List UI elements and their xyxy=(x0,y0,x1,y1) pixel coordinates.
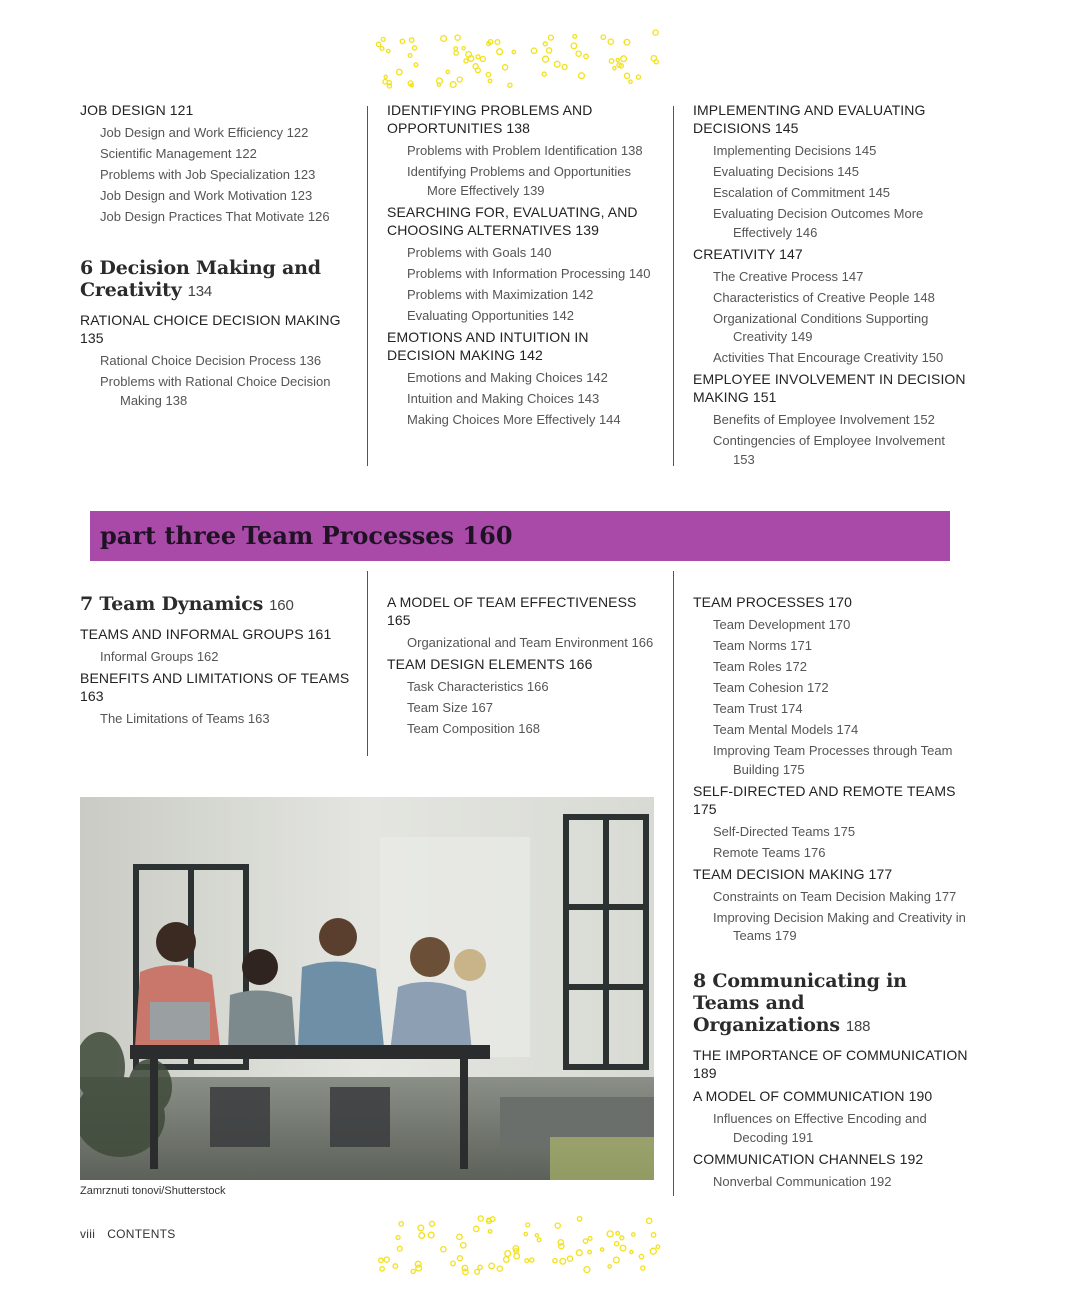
toc-section-entry[interactable]: COMMUNICATION CHANNELS 192 xyxy=(693,1150,924,1167)
toc-subsection-entry[interactable]: Team Trust 174 xyxy=(713,701,803,716)
dot xyxy=(614,1257,620,1263)
dot xyxy=(559,1244,564,1249)
toc-subsection-entry[interactable]: Organizational and Team Environment 166 xyxy=(407,635,654,650)
part-label: part three xyxy=(100,521,237,550)
toc-subsection-entry[interactable]: Intuition and Making Choices 143 xyxy=(407,390,600,406)
dot xyxy=(457,1256,462,1261)
toc-subsection-entry[interactable]: Job Design Practices That Motivate 126 xyxy=(100,209,330,224)
toc-subsection-entry[interactable]: Making Choices More Effectively 144 xyxy=(407,411,621,427)
toc-section-entry[interactable]: A MODEL OF TEAM EFFECTIVENESS 165 xyxy=(387,594,637,628)
toc-section-entry[interactable]: TEAM PROCESSES 170 xyxy=(693,594,852,610)
dot xyxy=(473,64,478,69)
dot xyxy=(397,69,403,75)
toc-section-entry[interactable]: SELF-DIRECTED AND REMOTE TEAMS 175 xyxy=(693,782,956,817)
dot xyxy=(573,35,577,39)
toc-column-2-top xyxy=(387,101,657,432)
dot xyxy=(583,1239,587,1243)
dot xyxy=(653,30,658,35)
dot xyxy=(576,1250,582,1256)
dot xyxy=(535,1234,538,1237)
dot xyxy=(400,39,404,43)
toc-section-entry[interactable]: RATIONAL CHOICE DECISION MAKING 135 xyxy=(80,312,341,346)
dot xyxy=(441,36,447,42)
toc-subsection-entry[interactable]: Team Cohesion 172 xyxy=(713,680,829,695)
dot xyxy=(543,42,547,46)
dot xyxy=(584,1267,590,1273)
toc-section-entry[interactable]: TEAM DECISION MAKING 177 xyxy=(693,865,893,882)
toc-section-entry[interactable]: A MODEL OF COMMUNICATION 190 xyxy=(693,1088,933,1104)
dot xyxy=(512,50,515,53)
toc-subsection-entry[interactable]: Contingencies of Employee Involvement 153 xyxy=(713,433,945,467)
toc-subsection-entry[interactable]: Team Norms 171 xyxy=(713,638,812,653)
toc-subsection-entry[interactable]: Remote Teams 176 xyxy=(713,844,826,860)
toc-subsection-entry[interactable]: Constraints on Team Decision Making 177 xyxy=(713,888,957,904)
chapter-6-heading[interactable]: 6 Decision Making and Creativity 134 xyxy=(80,257,321,301)
dot xyxy=(428,1232,434,1238)
dot xyxy=(418,1225,424,1231)
dot xyxy=(576,51,581,56)
dot xyxy=(488,79,492,83)
dot xyxy=(399,1222,403,1226)
dot xyxy=(441,1247,446,1252)
dot xyxy=(480,57,485,62)
dot xyxy=(486,72,490,76)
toc-subsection-entry[interactable]: Informal Groups 162 xyxy=(100,649,219,664)
dot xyxy=(562,65,567,70)
dot-pattern-bottom xyxy=(374,1214,666,1276)
dot xyxy=(397,1246,402,1251)
dot xyxy=(412,46,416,50)
dot xyxy=(579,73,585,79)
dot xyxy=(476,55,480,59)
dot xyxy=(497,1266,502,1271)
dot xyxy=(577,1217,581,1221)
part-three-banner xyxy=(90,511,950,561)
dot xyxy=(384,1257,389,1262)
dot xyxy=(647,1218,652,1223)
toc-subsection-entry[interactable]: Scientific Management 122 xyxy=(100,146,257,161)
dot xyxy=(555,1223,560,1228)
dot xyxy=(632,1233,635,1236)
dot xyxy=(457,1234,462,1239)
toc-section-entry[interactable]: EMPLOYEE INVOLVEMENT IN DECISION MAKING 151 xyxy=(693,371,966,405)
dot xyxy=(505,1251,511,1257)
toc-section-entry[interactable]: EMOTIONS AND INTUITION IN DECISION MAKING 142 xyxy=(387,328,589,363)
dot xyxy=(616,1232,620,1236)
toc-column-1-top xyxy=(80,101,350,413)
dot xyxy=(656,1245,660,1249)
toc-subsection-entry[interactable]: Evaluating Opportunities 142 xyxy=(407,307,574,323)
toc-subsection-entry[interactable]: Evaluating Decision Outcomes More Effectively 146 xyxy=(713,206,924,240)
dot xyxy=(474,1226,479,1231)
photo-credit: Zamrznuti tonovi/Shutterstock xyxy=(80,1185,226,1197)
dot xyxy=(531,48,536,53)
toc-section-entry[interactable]: IMPLEMENTING AND EVALUATING DECISIONS 145 xyxy=(693,102,926,136)
toc-subsection-entry[interactable]: The Limitations of Teams 163 xyxy=(100,711,270,726)
page-footer xyxy=(80,1227,176,1241)
dot xyxy=(495,40,500,45)
toc-subsection-entry[interactable]: The Creative Process 147 xyxy=(713,268,864,284)
toc-subsection-entry[interactable]: Activities That Encourage Creativity 150 xyxy=(713,350,944,365)
dot xyxy=(508,83,512,87)
dot xyxy=(414,63,418,67)
dot xyxy=(554,61,560,67)
dot xyxy=(525,1259,529,1263)
part-title[interactable]: Team Processes 160 xyxy=(242,521,513,550)
toc-section-entry[interactable]: THE IMPORTANCE OF COMMUNICATION 189 xyxy=(693,1047,968,1081)
dot xyxy=(381,37,385,41)
column-divider xyxy=(673,571,674,1196)
toc-subsection-entry[interactable]: Emotions and Making Choices 142 xyxy=(407,369,608,385)
dot xyxy=(630,1250,633,1253)
dot xyxy=(416,1265,422,1271)
column-divider xyxy=(367,106,368,466)
toc-subsection-entry[interactable]: Influences on Effective Encoding and Decoding 191 xyxy=(713,1111,927,1145)
dot xyxy=(489,1263,495,1269)
dot xyxy=(497,49,503,55)
toc-section-entry[interactable]: CREATIVITY 147 xyxy=(693,245,803,262)
toc-subsection-entry[interactable]: Self-Directed Teams 175 xyxy=(713,823,856,839)
dot xyxy=(609,59,613,63)
dot xyxy=(636,75,640,79)
toc-subsection-entry[interactable]: Team Size 167 xyxy=(407,700,493,715)
toc-subsection-entry[interactable]: Team Roles 172 xyxy=(713,659,807,674)
toc-subsection-entry[interactable]: Problems with Goals 140 xyxy=(407,244,552,260)
dot xyxy=(430,1221,435,1226)
dot xyxy=(526,1223,530,1227)
dot xyxy=(393,1264,398,1269)
dot xyxy=(380,1267,384,1271)
dot xyxy=(454,51,458,55)
dot xyxy=(571,43,577,49)
toc-subsection-entry[interactable]: Team Mental Models 174 xyxy=(713,722,859,737)
toc-section-entry[interactable]: BENEFITS AND LIMITATIONS OF TEAMS 163 xyxy=(80,670,350,704)
dot xyxy=(613,67,616,70)
toc-subsection-entry[interactable]: Organizational Conditions Supporting Creativity 149 xyxy=(713,310,929,344)
dot xyxy=(620,1245,626,1251)
dot xyxy=(384,75,387,78)
toc-column-1-bottom xyxy=(80,593,350,731)
column-divider xyxy=(673,106,674,466)
toc-subsection-entry[interactable]: Characteristics of Creative People 148 xyxy=(713,289,935,305)
dot xyxy=(624,39,630,45)
dot xyxy=(376,42,380,46)
dot xyxy=(608,39,613,44)
dot xyxy=(588,1237,592,1241)
toc-subsection-entry[interactable]: Problems with Information Processing 140 xyxy=(407,265,651,281)
toc-subsection-entry[interactable]: Escalation of Commitment 145 xyxy=(713,185,891,200)
toc-subsection-entry[interactable]: Implementing Decisions 145 xyxy=(713,143,877,158)
dot xyxy=(451,1261,456,1266)
dot xyxy=(475,1269,480,1274)
dot xyxy=(454,47,458,51)
toc-subsection-entry[interactable]: Nonverbal Communication 192 xyxy=(713,1173,892,1189)
dot xyxy=(478,1216,483,1221)
dot xyxy=(411,1269,415,1273)
dot xyxy=(380,47,384,51)
toc-section-entry[interactable]: IDENTIFYING PROBLEMS AND OPPORTUNITIES 138 xyxy=(387,102,593,136)
toc-section-entry[interactable]: JOB DESIGN 121 xyxy=(80,102,194,118)
dot xyxy=(601,35,605,39)
dot xyxy=(621,56,627,62)
dot xyxy=(464,59,468,63)
toc-column-3-bottom xyxy=(693,593,968,1194)
dot xyxy=(488,1230,492,1234)
toc-subsection-entry[interactable]: Problems with Rational Choice Decision Making 138 xyxy=(100,374,331,408)
dot xyxy=(387,49,390,52)
toc-subsection-entry[interactable]: Task Characteristics 166 xyxy=(407,679,549,694)
toc-subsection-entry[interactable]: Rational Choice Decision Process 136 xyxy=(100,353,322,368)
dot xyxy=(560,1258,566,1264)
dot xyxy=(450,82,456,88)
chapter-8-heading[interactable]: 8 Communicating in Teams and Organizations 188 xyxy=(693,970,907,1036)
dot xyxy=(600,1248,603,1251)
dot xyxy=(607,1231,613,1237)
dot xyxy=(408,54,412,58)
page-number: viii xyxy=(80,1227,96,1241)
dot xyxy=(608,1265,611,1268)
dot xyxy=(639,1254,643,1258)
toc-section-entry[interactable]: TEAM DESIGN ELEMENTS 166 xyxy=(387,656,593,672)
dot xyxy=(624,73,629,78)
toc-subsection-entry[interactable]: Problems with Job Specialization 123 xyxy=(100,167,316,182)
dot xyxy=(542,72,546,76)
dot xyxy=(553,1259,557,1263)
toc-subsection-entry[interactable]: Job Design and Work Motivation 123 xyxy=(100,188,313,203)
dot xyxy=(514,1253,520,1259)
dot xyxy=(537,1238,541,1242)
dot xyxy=(641,1266,645,1270)
dot xyxy=(462,47,465,50)
dot xyxy=(379,1258,384,1263)
dot-pattern-top xyxy=(374,28,666,90)
dot xyxy=(503,65,508,70)
dot xyxy=(548,35,553,40)
dot xyxy=(615,1242,619,1246)
toc-subsection-entry[interactable]: Job Design and Work Efficiency 122 xyxy=(100,125,309,140)
dot xyxy=(446,70,449,73)
dot xyxy=(530,1258,534,1262)
toc-column-3-top xyxy=(693,101,968,472)
dot xyxy=(457,77,462,82)
dot xyxy=(650,1248,656,1254)
toc-section-entry[interactable]: SEARCHING FOR, EVALUATING, AND CHOOSING ALTERNATIVES 139 xyxy=(387,203,638,238)
dot xyxy=(629,80,632,83)
dot xyxy=(543,56,549,62)
toc-subsection-entry[interactable]: Improving Decision Making and Creativity in Teams 179 xyxy=(713,909,966,943)
dot xyxy=(651,1233,655,1237)
dot xyxy=(455,35,460,40)
toc-subsection-entry[interactable]: Improving Team Processes through Team Building 175 xyxy=(713,743,953,777)
dot xyxy=(437,83,440,86)
dot xyxy=(463,1269,468,1274)
dot xyxy=(461,1243,466,1248)
toc-subsection-entry[interactable]: Problems with Problem Identification 138 xyxy=(407,143,643,158)
toc-column-2-bottom xyxy=(387,593,657,741)
running-title: CONTENTS xyxy=(107,1227,176,1241)
toc-subsection-entry[interactable]: Identifying Problems and Opportunities More Effectively 139 xyxy=(407,164,632,198)
toc-section-entry[interactable]: TEAMS AND INFORMAL GROUPS 161 xyxy=(80,626,332,642)
dot xyxy=(504,1257,510,1263)
dot xyxy=(396,1236,400,1240)
column-divider xyxy=(367,571,368,756)
dot xyxy=(567,1256,572,1261)
chapter-7-heading[interactable]: 7 Team Dynamics 160 xyxy=(80,593,294,615)
toc-subsection-entry[interactable]: Evaluating Decisions 145 xyxy=(713,164,859,179)
dot xyxy=(620,1236,624,1240)
dot xyxy=(616,58,619,61)
dot xyxy=(478,1265,482,1269)
toc-subsection-entry[interactable]: Team Development 170 xyxy=(713,617,851,632)
dot xyxy=(409,38,414,43)
dot xyxy=(547,48,552,53)
dot xyxy=(588,1250,592,1254)
toc-subsection-entry[interactable]: Team Composition 168 xyxy=(407,721,540,736)
toc-subsection-entry[interactable]: Benefits of Employee Involvement 152 xyxy=(713,412,935,427)
team-meeting-photo xyxy=(80,797,654,1180)
toc-subsection-entry[interactable]: Problems with Maximization 142 xyxy=(407,286,594,302)
dot xyxy=(654,60,658,64)
dot xyxy=(584,54,588,58)
dot xyxy=(419,1233,425,1239)
dot xyxy=(524,1232,527,1235)
